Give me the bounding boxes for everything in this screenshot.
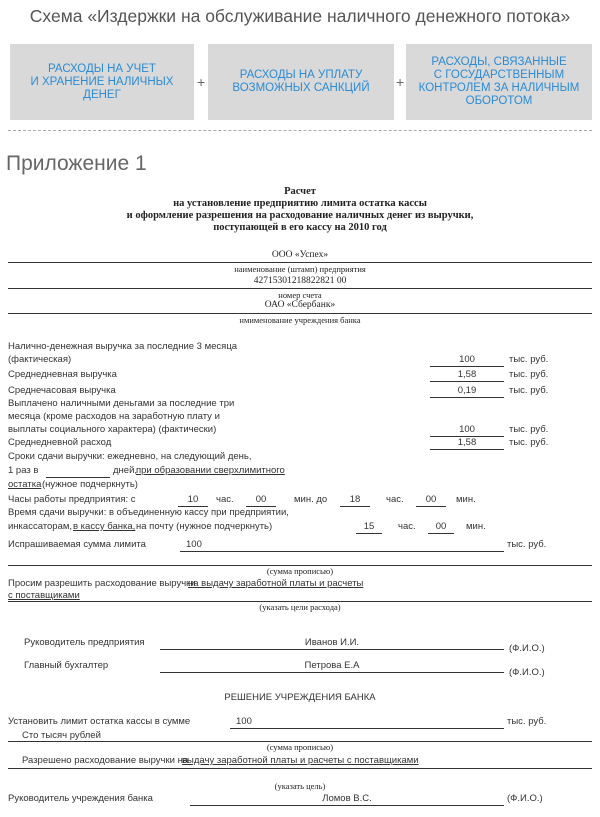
- underline: [8, 768, 592, 769]
- set-limit-words: Сто тысяч рублей: [22, 730, 101, 741]
- hours-unit: мин. до: [294, 494, 328, 505]
- scheme-box-accounting: [10, 44, 194, 120]
- limit-value: 100: [186, 539, 202, 550]
- sum-caption: (сумма прописью): [266, 742, 334, 752]
- set-limit-value: 100: [236, 716, 252, 727]
- allowed-text: Разрешено расходование выручки на: [22, 755, 189, 766]
- bank-delivery-minute: 00: [435, 521, 447, 532]
- director-label: Руководитель предприятия: [24, 637, 145, 648]
- underline: [160, 649, 504, 650]
- underline: [430, 449, 504, 450]
- delivery-text: (нужное подчеркнуть): [42, 479, 138, 490]
- hours-value: 00: [425, 494, 437, 505]
- underline: [8, 262, 592, 263]
- plus-sign: +: [197, 74, 206, 90]
- hours-value: 00: [255, 494, 267, 505]
- row-value: 1,58: [457, 437, 477, 448]
- fio-caption: (Ф.И.О.): [509, 643, 545, 654]
- request-text: Просим разрешить расходование выручки: [8, 578, 196, 589]
- document-title: [0, 186, 600, 234]
- delivery-text: дней,: [113, 465, 138, 476]
- divider: [8, 130, 592, 131]
- row-unit: тыс. руб.: [509, 354, 549, 365]
- bank-delivery-hour: 15: [363, 521, 375, 532]
- page-title: Схема «Издержки на обслуживание наличного денежного потока»: [29, 6, 571, 26]
- underline: [180, 551, 504, 552]
- request-purpose: на выдачу заработной платы и расчеты: [188, 578, 364, 589]
- bank-delivery-text: инкассаторам,: [8, 521, 73, 532]
- title-line: и оформление разрешения на расходование наличных денег из выручки,: [126, 210, 474, 221]
- hours-unit: час.: [398, 521, 416, 532]
- row-value: 0,19: [457, 385, 477, 396]
- title-line: Расчет: [284, 186, 316, 197]
- underline: [416, 506, 446, 507]
- decision-title: РЕШЕНИЕ УЧРЕЖДЕНИЯ БАНКА: [224, 692, 376, 703]
- purpose-caption: (указать цели расхода): [259, 602, 341, 612]
- request-purpose: с поставщиками: [8, 590, 80, 601]
- underline: [160, 672, 504, 673]
- hours-value: 18: [349, 494, 361, 505]
- hours-unit: мин.: [466, 521, 486, 532]
- accountant-name: Петрова Е.А: [304, 660, 360, 671]
- bank-delivery-text: Время сдачи выручки: в объединенную кассу при предприятии,: [8, 507, 289, 518]
- row-label: Среднедневная выручка: [8, 369, 117, 380]
- limit-label: Испрашиваемая сумма лимита: [8, 539, 146, 550]
- limit-unit: тыс. руб.: [507, 539, 547, 550]
- appendix-title: Приложение 1: [6, 152, 147, 175]
- underline: [8, 288, 592, 289]
- underline: [230, 728, 504, 729]
- row-label: (фактическая): [8, 354, 72, 365]
- underline: [356, 533, 382, 534]
- org-caption: наименование (штамп) предприятия: [234, 264, 366, 274]
- title-line: на установление предприятию лимита остатка кассы: [173, 198, 427, 209]
- row-unit: тыс. руб.: [509, 424, 549, 435]
- purpose-caption: (указать цель): [274, 781, 326, 791]
- underline: [428, 533, 454, 534]
- underline: [430, 381, 504, 382]
- scheme-box-label: РАСХОДЫ, СВЯЗАННЫЕ С ГОСУДАРСТВЕННЫМ КОНТРОЛЕМ ЗА НАЛИЧНЫМ ОБОРОТОМ: [418, 56, 580, 107]
- delivery-text: Сроки сдачи выручки: ежедневно, на следующий день,: [8, 451, 252, 462]
- row-unit: тыс. руб.: [509, 385, 549, 396]
- account-number: 42715301218822821 00: [253, 276, 347, 286]
- bank-delivery-text: на почту (нужное подчеркнуть): [136, 521, 273, 532]
- scheme-box-sanctions: [208, 44, 394, 120]
- row-label: Среднечасовая выручка: [8, 385, 116, 396]
- org-name: ООО «Успех»: [271, 250, 329, 260]
- allowed-purpose: выдачу заработной платы и расчеты с поставщиками: [182, 755, 419, 766]
- row-unit: тыс. руб.: [509, 369, 549, 380]
- bank-head-label: Руководитель учреждения банка: [8, 793, 153, 804]
- row-label: выплаты социального характера) (фактически): [8, 424, 217, 435]
- bank-delivery-option-underlined: в кассу банка,: [73, 521, 136, 532]
- hours-unit: мин.: [456, 494, 476, 505]
- row-label: Налично-денежная выручка за последние 3 месяца: [8, 341, 238, 352]
- row-label: месяца (кроме расходов на заработную плату и: [8, 411, 220, 422]
- delivery-option-underlined: остатка: [8, 479, 42, 490]
- set-limit-unit: тыс. руб.: [507, 716, 547, 727]
- hours-unit: час.: [386, 494, 404, 505]
- account-caption: номер счета: [278, 290, 322, 300]
- hours-label: Часы работы предприятия: с: [8, 494, 136, 505]
- title-line: поступающей в его кассу на 2010 год: [213, 222, 387, 233]
- set-limit-label: Установить лимит остатка кассы в сумме: [8, 716, 191, 727]
- hours-unit: час.: [216, 494, 234, 505]
- row-value: 100: [459, 424, 475, 435]
- underline: [430, 366, 504, 367]
- delivery-option-underlined: при образовании сверхлимитного: [136, 465, 285, 476]
- scheme-box-label: РАСХОДЫ НА УПЛАТУ ВОЗМОЖНЫХ САНКЦИЙ: [232, 69, 370, 94]
- fio-caption: (Ф.И.О.): [509, 667, 545, 678]
- bank-caption: нмименование учреждения банка: [239, 315, 361, 325]
- underline: [46, 477, 110, 478]
- hours-value: 10: [187, 494, 199, 505]
- scheme-box-label: РАСХОДЫ НА УЧЕТ И ХРАНЕНИЕ НАЛИЧНЫХ ДЕНЕГ: [30, 62, 174, 101]
- underline: [190, 805, 504, 806]
- plus-sign: +: [396, 74, 405, 90]
- underline: [340, 506, 370, 507]
- delivery-text: 1 раз в: [8, 465, 39, 476]
- bank-head-name: Ломов В.С.: [322, 793, 372, 804]
- row-label: Среднедневной расход: [8, 437, 112, 448]
- row-value: 1,58: [457, 369, 477, 380]
- row-unit: тыс. руб.: [509, 437, 549, 448]
- row-value: 100: [459, 354, 475, 365]
- accountant-label: Главный бухгалтер: [24, 660, 109, 671]
- row-label: Выплачено наличными деньгами за последние три: [8, 398, 235, 409]
- sum-caption: (сумма прописью): [266, 566, 334, 576]
- bank-name: ОАО «Сбербанк»: [264, 300, 336, 310]
- underline: [8, 313, 592, 314]
- scheme-box-control: [406, 44, 592, 120]
- fio-caption: (Ф.И.О.): [507, 793, 543, 804]
- underline: [430, 397, 504, 398]
- director-name: Иванов И.И.: [304, 637, 360, 648]
